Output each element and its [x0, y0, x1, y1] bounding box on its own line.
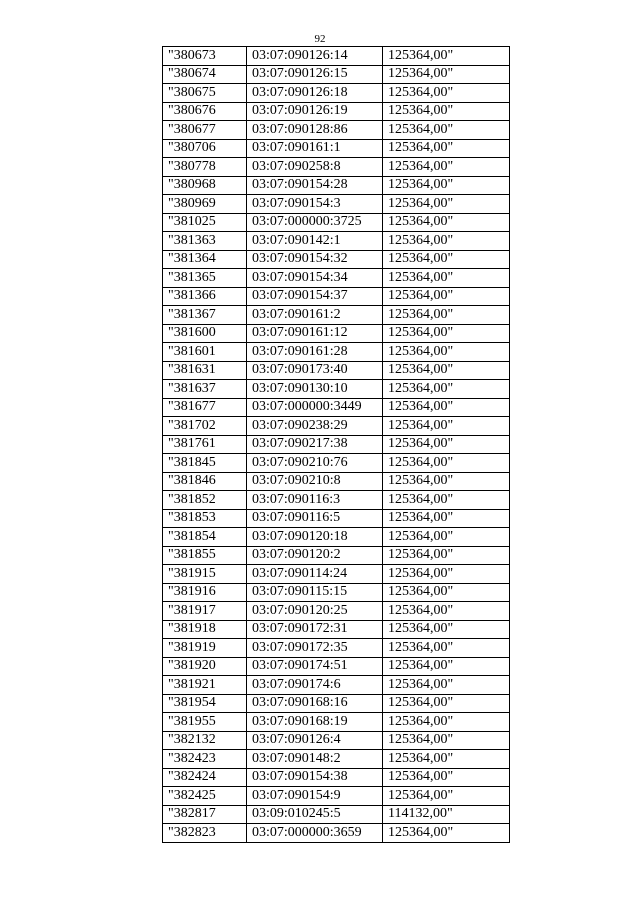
cadastral-number-cell: 03:07:090154:32 [247, 250, 383, 269]
registry-number-cell: "380969 [163, 195, 247, 214]
amount-cell: 125364,00" [383, 750, 510, 769]
table-row [163, 509, 510, 528]
table-row [163, 47, 510, 66]
table-row [163, 417, 510, 436]
cadastral-number-cell: 03:07:090154:28 [247, 176, 383, 195]
registry-number-cell: "381915 [163, 565, 247, 584]
registry-number-cell: "380677 [163, 121, 247, 140]
registry-number-cell: "382132 [163, 731, 247, 750]
cadastral-number-cell: 03:07:000000:3449 [247, 398, 383, 417]
table-row [163, 546, 510, 565]
amount-cell: 125364,00" [383, 491, 510, 510]
registry-number-cell: "381367 [163, 306, 247, 325]
cadastral-number-cell: 03:07:090258:8 [247, 158, 383, 177]
cadastral-number-cell: 03:07:090130:10 [247, 380, 383, 399]
cadastral-number-cell: 03:07:090161:2 [247, 306, 383, 325]
table-row [163, 269, 510, 288]
cadastral-number-cell: 03:07:090120:18 [247, 528, 383, 547]
table-row [163, 398, 510, 417]
amount-cell: 125364,00" [383, 824, 510, 843]
table-row [163, 602, 510, 621]
registry-number-cell: "382423 [163, 750, 247, 769]
amount-cell: 125364,00" [383, 454, 510, 473]
table-row [163, 472, 510, 491]
registry-number-cell: "381854 [163, 528, 247, 547]
cadastral-number-cell: 03:07:090120:2 [247, 546, 383, 565]
amount-cell: 125364,00" [383, 139, 510, 158]
registry-number-cell: "381955 [163, 713, 247, 732]
cadastral-number-cell: 03:07:090168:16 [247, 694, 383, 713]
table-row [163, 435, 510, 454]
registry-number-cell: "381365 [163, 269, 247, 288]
table-row [163, 528, 510, 547]
registry-number-cell: "381918 [163, 620, 247, 639]
table-row [163, 65, 510, 84]
cadastral-number-cell: 03:07:090161:1 [247, 139, 383, 158]
amount-cell: 125364,00" [383, 380, 510, 399]
amount-cell: 125364,00" [383, 195, 510, 214]
table-row [163, 306, 510, 325]
table-row [163, 232, 510, 251]
cadastral-number-cell: 03:07:090126:19 [247, 102, 383, 121]
cadastral-number-cell: 03:07:090142:1 [247, 232, 383, 251]
registry-number-cell: "380706 [163, 139, 247, 158]
cadastral-number-cell: 03:07:090172:31 [247, 620, 383, 639]
amount-cell: 125364,00" [383, 768, 510, 787]
amount-cell: 125364,00" [383, 546, 510, 565]
table-row [163, 768, 510, 787]
amount-cell: 125364,00" [383, 657, 510, 676]
amount-cell: 125364,00" [383, 435, 510, 454]
table-row [163, 620, 510, 639]
table-row [163, 84, 510, 103]
table-row [163, 454, 510, 473]
cadastral-number-cell: 03:07:090148:2 [247, 750, 383, 769]
table-row [163, 250, 510, 269]
amount-cell: 125364,00" [383, 306, 510, 325]
cadastral-number-cell: 03:07:090154:37 [247, 287, 383, 306]
amount-cell: 125364,00" [383, 472, 510, 491]
registry-number-cell: "381677 [163, 398, 247, 417]
table-row [163, 824, 510, 843]
table-row [163, 176, 510, 195]
registry-number-cell: "382425 [163, 787, 247, 806]
table-row [163, 657, 510, 676]
cadastral-number-cell: 03:07:090172:35 [247, 639, 383, 658]
amount-cell: 125364,00" [383, 639, 510, 658]
registry-number-cell: "381600 [163, 324, 247, 343]
cadastral-number-cell: 03:07:090120:25 [247, 602, 383, 621]
amount-cell: 125364,00" [383, 250, 510, 269]
amount-cell: 125364,00" [383, 65, 510, 84]
registry-number-cell: "381366 [163, 287, 247, 306]
table-body [163, 47, 510, 843]
cadastral-number-cell: 03:07:090161:28 [247, 343, 383, 362]
registry-number-cell: "381364 [163, 250, 247, 269]
amount-cell: 125364,00" [383, 731, 510, 750]
cadastral-number-cell: 03:07:090154:38 [247, 768, 383, 787]
table-row [163, 287, 510, 306]
cadastral-number-cell: 03:07:090174:51 [247, 657, 383, 676]
cadastral-number-cell: 03:07:090173:40 [247, 361, 383, 380]
amount-cell: 125364,00" [383, 361, 510, 380]
registry-number-cell: "381917 [163, 602, 247, 621]
table-row [163, 639, 510, 658]
table-row [163, 787, 510, 806]
table-row [163, 694, 510, 713]
amount-cell: 125364,00" [383, 528, 510, 547]
amount-cell: 125364,00" [383, 287, 510, 306]
page-number: 92 [314, 33, 326, 45]
cadastral-number-cell: 03:07:090126:18 [247, 84, 383, 103]
cadastral-number-cell: 03:07:000000:3659 [247, 824, 383, 843]
amount-cell: 125364,00" [383, 583, 510, 602]
registry-number-cell: "381921 [163, 676, 247, 695]
registry-number-cell: "381761 [163, 435, 247, 454]
cadastral-number-cell: 03:07:090168:19 [247, 713, 383, 732]
table-row [163, 324, 510, 343]
registry-number-cell: "380674 [163, 65, 247, 84]
registry-number-cell: "380675 [163, 84, 247, 103]
registry-number-cell: "381920 [163, 657, 247, 676]
amount-cell: 125364,00" [383, 158, 510, 177]
table-row [163, 158, 510, 177]
registry-number-cell: "382823 [163, 824, 247, 843]
cadastral-number-cell: 03:07:090128:86 [247, 121, 383, 140]
cadastral-number-cell: 03:07:090154:3 [247, 195, 383, 214]
table-row [163, 676, 510, 695]
cadastral-number-cell: 03:07:090154:34 [247, 269, 383, 288]
registry-number-cell: "381845 [163, 454, 247, 473]
cadastral-number-cell: 03:09:010245:5 [247, 805, 383, 824]
amount-cell: 125364,00" [383, 565, 510, 584]
cadastral-number-cell: 03:07:090126:14 [247, 47, 383, 66]
cadastral-number-cell: 03:07:090238:29 [247, 417, 383, 436]
registry-number-cell: "381853 [163, 509, 247, 528]
data-table [162, 46, 510, 843]
amount-cell: 125364,00" [383, 398, 510, 417]
table-row [163, 565, 510, 584]
registry-number-cell: "381363 [163, 232, 247, 251]
amount-cell: 125364,00" [383, 602, 510, 621]
registry-number-cell: "380968 [163, 176, 247, 195]
amount-cell: 125364,00" [383, 713, 510, 732]
registry-number-cell: "380673 [163, 47, 247, 66]
registry-number-cell: "381852 [163, 491, 247, 510]
cadastral-number-cell: 03:07:090115:15 [247, 583, 383, 602]
registry-number-cell: "381954 [163, 694, 247, 713]
table-row [163, 139, 510, 158]
table-row [163, 805, 510, 824]
table-row [163, 583, 510, 602]
table-row [163, 491, 510, 510]
table-row [163, 713, 510, 732]
registry-number-cell: "381855 [163, 546, 247, 565]
cadastral-number-cell: 03:07:090210:76 [247, 454, 383, 473]
registry-number-cell: "381919 [163, 639, 247, 658]
cadastral-number-cell: 03:07:090126:15 [247, 65, 383, 84]
amount-cell: 125364,00" [383, 232, 510, 251]
amount-cell: 125364,00" [383, 620, 510, 639]
amount-cell: 125364,00" [383, 102, 510, 121]
cadastral-number-cell: 03:07:090116:5 [247, 509, 383, 528]
table-row [163, 361, 510, 380]
cadastral-number-cell: 03:07:090116:3 [247, 491, 383, 510]
table-row [163, 731, 510, 750]
amount-cell: 125364,00" [383, 213, 510, 232]
amount-cell: 125364,00" [383, 121, 510, 140]
amount-cell: 125364,00" [383, 417, 510, 436]
amount-cell: 114132,00" [383, 805, 510, 824]
amount-cell: 125364,00" [383, 343, 510, 362]
table-row [163, 121, 510, 140]
registry-number-cell: "380778 [163, 158, 247, 177]
cadastral-number-cell: 03:07:090217:38 [247, 435, 383, 454]
registry-number-cell: "381631 [163, 361, 247, 380]
registry-number-cell: "382424 [163, 768, 247, 787]
table-row [163, 343, 510, 362]
amount-cell: 125364,00" [383, 47, 510, 66]
amount-cell: 125364,00" [383, 176, 510, 195]
cadastral-number-cell: 03:07:090126:4 [247, 731, 383, 750]
amount-cell: 125364,00" [383, 509, 510, 528]
table-row [163, 380, 510, 399]
cadastral-number-cell: 03:07:090154:9 [247, 787, 383, 806]
amount-cell: 125364,00" [383, 324, 510, 343]
registry-number-cell: "382817 [163, 805, 247, 824]
table-row [163, 195, 510, 214]
registry-number-cell: "381702 [163, 417, 247, 436]
registry-number-cell: "381025 [163, 213, 247, 232]
registry-number-cell: "381601 [163, 343, 247, 362]
amount-cell: 125364,00" [383, 84, 510, 103]
cadastral-number-cell: 03:07:090210:8 [247, 472, 383, 491]
amount-cell: 125364,00" [383, 694, 510, 713]
registry-number-cell: "381916 [163, 583, 247, 602]
amount-cell: 125364,00" [383, 787, 510, 806]
registry-number-cell: "380676 [163, 102, 247, 121]
table-row [163, 102, 510, 121]
cadastral-number-cell: 03:07:090174:6 [247, 676, 383, 695]
registry-number-cell: "381637 [163, 380, 247, 399]
amount-cell: 125364,00" [383, 269, 510, 288]
cadastral-number-cell: 03:07:090161:12 [247, 324, 383, 343]
cadastral-number-cell: 03:07:000000:3725 [247, 213, 383, 232]
amount-cell: 125364,00" [383, 676, 510, 695]
cadastral-number-cell: 03:07:090114:24 [247, 565, 383, 584]
registry-number-cell: "381846 [163, 472, 247, 491]
table-row [163, 213, 510, 232]
table-row [163, 750, 510, 769]
